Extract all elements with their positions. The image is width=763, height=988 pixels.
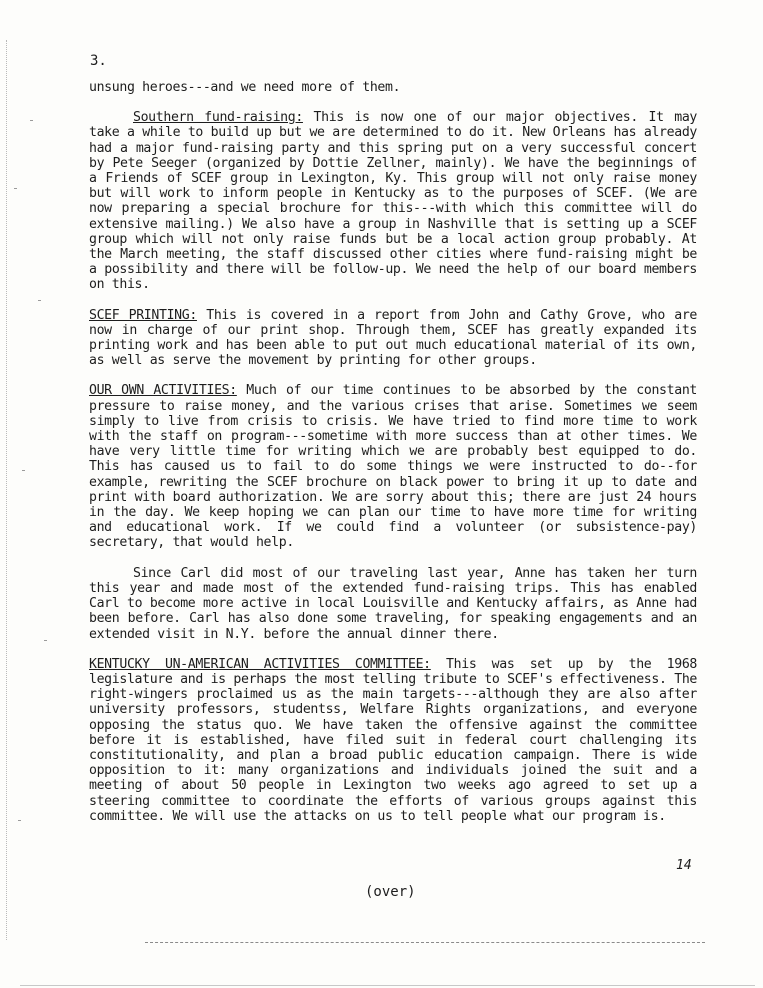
paragraph-text: This is covered in a report from John and Cathy Grove, who are now in charge of our print shop. Through them, SCEF has greatly expanded its printing work and has been able to put out much educational material of its own, as well as serve the movement by printing for other groups. [89,307,697,369]
letter-body [89,80,697,839]
section-heading: KENTUCKY UN-AMERICAN ACTIVITIES COMMITTEE: [89,656,431,672]
scan-speck [38,300,41,301]
section-heading: Southern fund-raising: [133,110,303,126]
scan-speck [18,820,21,821]
paragraph-kuac [89,657,697,824]
paragraph-text: This is now one of our major objectives. It may take a while to build up but we are determined to do it. New Orleans has already had a major fund-raising party and this spring put on a very successful concert by Pete Seeger (organized by Dottie Zellner, mainly). We have the beginnings of a Friends of SCEF group in Lexington, Ky. This group will not only raise money but will work to inform people in Kentucky as to the purposes of SCEF. (We are now preparing a special brochure for this---with which this committee will do extensive mailing.) We also have a group in Nashville that is setting up a SCEF group which will not only raise funds but be a local action group probably. At the March meeting, the staff discussed other cities where fund-raising might be a possibility and there will be follow-up. We need the help of our board members on this. [89,110,697,293]
scan-bottom-rule [145,942,705,943]
paragraph-carl-anne [89,566,697,642]
scan-left-edge [6,40,19,940]
paragraph-southern-fund-raising [89,110,697,292]
paragraph-text: unsung heroes---and we need more of them. [89,80,401,95]
page-number: 3. [90,53,107,69]
scan-page-edge [20,985,755,986]
paragraph-scef-printing [89,308,697,369]
page-footer-over: (over) [365,884,416,900]
paragraph-text: Since Carl did most of our traveling last year, Anne has taken her turn this year and made most of the extended fund-raising trips. This has enabled Carl to become more active in local Louisville and Kentucky affairs, as Anne had been before. Carl has also done some traveling, for speaking engagements and an extended visit in N.Y. before the annual dinner there. [89,565,697,642]
scan-speck [44,640,47,641]
scan-speck [22,470,25,471]
paragraph-our-own-activities [89,383,697,550]
paragraph-opening [89,80,697,95]
section-heading: OUR OWN ACTIVITIES: [89,383,237,399]
paragraph-text: This was set up by the 1968 legislature and is perhaps the most telling tribute to SCEF's effectiveness. The right-wingers proclaimed us as the main targets---although they are also after university professors, studentss, Welfare Rights organizations, and everyone opposing the status quo. We have taken the offensive against the committee before it is established, have filed suit in federal court challenging its constitutionality, and plan a broad public education campaign. There is wide opposition to it: many organizations and individuals joined the suit and a meeting of about 50 people in Lexington two weeks ago agreed to set up a steering committee to coordinate the efforts of various groups against this committee. We will use the attacks on us to tell people what our program is. [89,656,697,824]
scan-speck [14,188,17,189]
scan-speck [30,120,33,121]
section-heading: SCEF PRINTING: [89,307,197,323]
handwritten-initials: 14 [676,858,692,873]
paragraph-text: Much of our time continues to be absorbed by the constant pressure to raise money, and the various crises that arise. Sometimes we seem simply to live from crisis to crisis. We have tried to find more time to work with the staff on program---sometime with more success than at other times. We have very little time for writing which we are probably best equipped to do. This has caused us to fail to do some things we were instructed to do--for example, rewriting the SCEF brochure on black power to bring it up to date and print with board authorization. We are sorry about this; there are just 24 hours in the day. We keep hoping we can plan our time to have more time for writing and educational work. If we could find a volunteer (or subsistence-pay) secretary, that would help. [89,383,698,551]
